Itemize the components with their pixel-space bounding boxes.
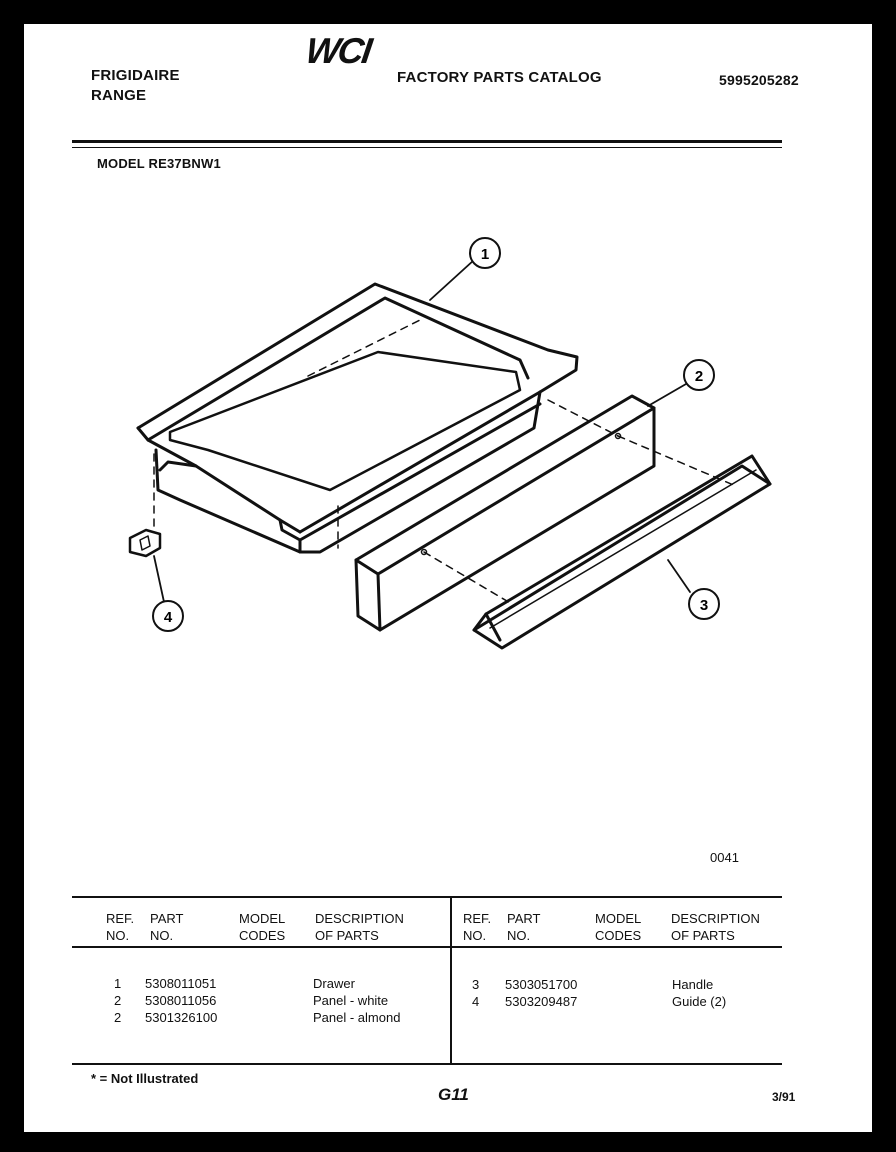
- callout-2-label: 2: [694, 368, 704, 385]
- header-ref-no-left: REF. NO.: [106, 911, 135, 943]
- table-row-part: 5308011056: [145, 993, 217, 1008]
- wci-logo: WCI: [303, 30, 373, 71]
- table-row-desc: Guide (2): [672, 994, 727, 1009]
- table-row-ref: 4: [472, 994, 480, 1009]
- table-row-part: 5308011051: [145, 976, 217, 991]
- left-desc-column: [313, 975, 400, 1026]
- catalog-number: 5995205282: [719, 72, 799, 88]
- header-description-right: DESCRIPTION OF PARTS: [671, 911, 760, 943]
- page-code: G11: [438, 1085, 469, 1104]
- callout-3: [689, 589, 719, 619]
- table-header-rule: [72, 946, 782, 948]
- right-ref-column: [472, 976, 479, 1010]
- table-row-ref: 3: [472, 977, 480, 992]
- diagram-code: 0041: [710, 850, 739, 865]
- header-part-no-right: PART NO.: [507, 911, 541, 943]
- table-row-desc: Panel - almond: [313, 1010, 401, 1025]
- callout-1: [470, 238, 500, 268]
- table-row-ref: 2: [114, 1010, 122, 1025]
- table-row-ref: 1: [114, 976, 122, 991]
- table-row-desc: Handle: [672, 977, 714, 992]
- left-part-column: [145, 975, 217, 1026]
- drawer-part: [138, 284, 577, 552]
- model-label: MODEL RE37BNW1: [97, 156, 221, 171]
- callout-1-label: 1: [480, 246, 490, 263]
- table-column-divider: [450, 898, 452, 1063]
- catalog-title: FACTORY PARTS CATALOG: [397, 69, 602, 86]
- table-row-desc: Panel - white: [313, 993, 389, 1008]
- revision-date: 3/91: [772, 1090, 796, 1104]
- right-desc-column: [672, 976, 726, 1010]
- header-model-codes-right: MODEL CODES: [595, 911, 642, 943]
- guide-part: [130, 530, 160, 556]
- table-row-ref: 2: [114, 993, 122, 1008]
- left-ref-column: [114, 975, 121, 1026]
- table-row-part: 5303051700: [505, 977, 578, 992]
- callout-4-label: 4: [163, 609, 173, 626]
- table-row-part: 5301326100: [145, 1010, 218, 1025]
- footnote: * = Not Illustrated: [91, 1071, 199, 1086]
- table-top-rule: [72, 896, 782, 898]
- callout-4: [153, 601, 183, 631]
- brand-line-2: RANGE: [91, 87, 147, 104]
- table-row-part: 5303209487: [505, 994, 578, 1009]
- right-part-column: [505, 976, 577, 1010]
- table-bottom-rule: [72, 1063, 782, 1065]
- header-description-left: DESCRIPTION OF PARTS: [315, 911, 404, 943]
- callout-3-label: 3: [699, 597, 709, 614]
- callout-2: [684, 360, 714, 390]
- header-part-no-left: PART NO.: [150, 911, 184, 943]
- brand-line-1: FRIGIDAIRE: [91, 67, 180, 84]
- header-ref-no-right: REF. NO.: [463, 911, 492, 943]
- table-row-desc: Drawer: [313, 976, 355, 991]
- header-model-codes-left: MODEL CODES: [239, 911, 286, 943]
